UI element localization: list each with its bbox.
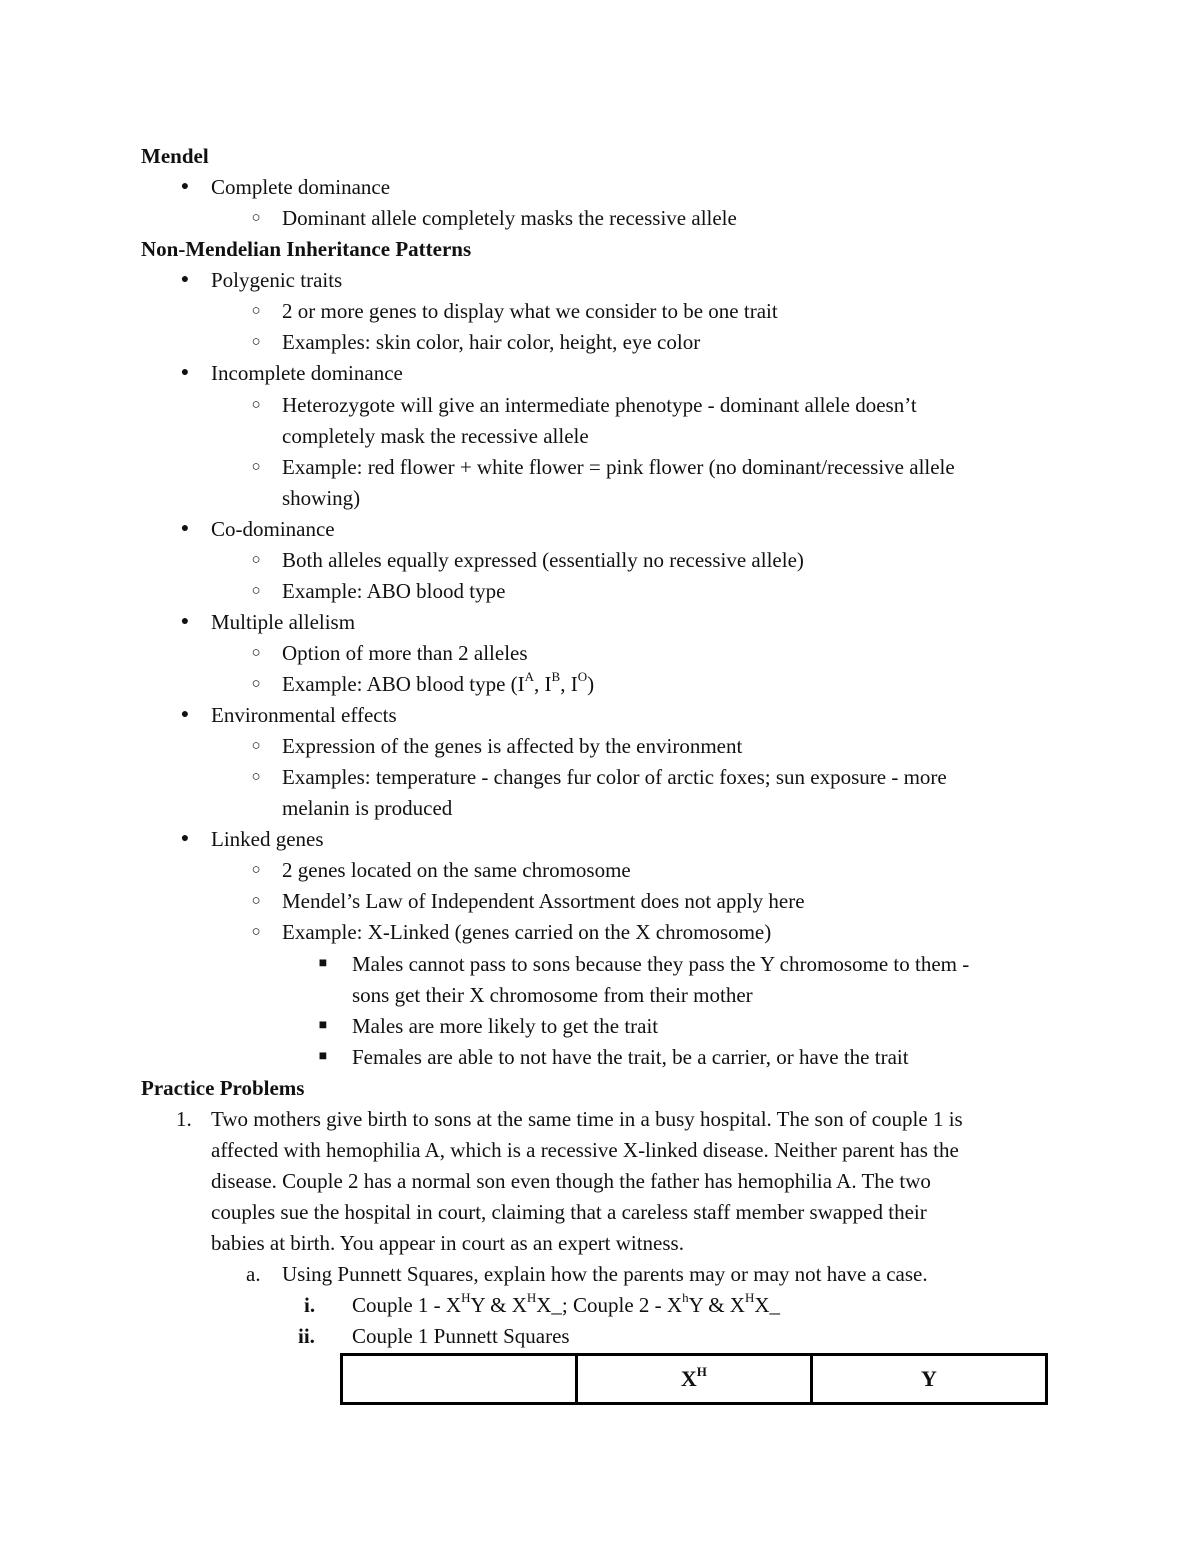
list-subsubitem: Males are more likely to get the trait: [352, 1014, 659, 1038]
bullet-marker: ●: [180, 521, 190, 536]
heading-non-mendelian: Non-Mendelian Inheritance Patterns: [141, 237, 472, 261]
list-subitem-blood-alleles: Example: ABO blood type ($I^A$, $I^B$, $I^O$): [282, 669, 595, 696]
list-subitem: Example: red flower + white flower = pink flower (no dominant/recessive allele: [282, 455, 955, 479]
list-subsubitem-continued: sons get their X chromosome from their mother: [352, 983, 753, 1007]
heading-practice-problems: Practice Problems: [141, 1076, 305, 1100]
list-subitem: 2 genes located on the same chromosome: [282, 858, 631, 882]
circle-marker: ○: [251, 924, 261, 940]
problem-text-line: disease. Couple 2 has a normal son even though the father has hemophilia A. The two: [211, 1169, 931, 1193]
list-subitem: Both alleles equally expressed (essentially no recessive allele): [282, 548, 804, 572]
list-subitem-continued: showing): [282, 486, 361, 510]
bullet-marker: ●: [180, 614, 190, 629]
circle-marker: ○: [251, 893, 261, 909]
square-marker: ■: [318, 956, 328, 971]
table-cell-y: Y: [811, 1355, 1046, 1404]
list-subitem: Mendel’s Law of Independent Assortment does not apply here: [282, 889, 805, 913]
table-cell-xh: $X^H$: [576, 1355, 811, 1404]
circle-marker: ○: [251, 552, 261, 568]
list-subitem-continued: melanin is produced: [282, 796, 453, 820]
circle-marker: ○: [251, 210, 261, 226]
list-subitem: Option of more than 2 alleles: [282, 641, 528, 665]
bullet-marker: ●: [180, 707, 190, 722]
list-subitem: 2 or more genes to display what we consider to be one trait: [282, 299, 778, 323]
list-subitem-continued: completely mask the recessive allele: [282, 424, 589, 448]
problem-text-line: couples sue the hospital in court, claiming that a careless staff member swapped their: [211, 1200, 927, 1224]
circle-marker: ○: [251, 583, 261, 599]
problem-text-line: babies at birth. You appear in court as an expert witness.: [211, 1231, 684, 1255]
list-subitem: Dominant allele completely masks the recessive allele: [282, 206, 737, 230]
table-cell-empty: [342, 1355, 577, 1404]
list-item: Linked genes: [211, 827, 324, 851]
list-subitem: Example: X-Linked (genes carried on the X chromosome): [282, 920, 772, 944]
list-item: Polygenic traits: [211, 268, 343, 292]
list-subsubitem: Females are able to not have the trait, be a carrier, or have the trait: [352, 1045, 909, 1069]
bullet-marker: ●: [180, 365, 190, 380]
circle-marker: ○: [251, 769, 261, 785]
subquestion-text: Using Punnett Squares, explain how the parents may or may not have a case.: [282, 1262, 928, 1286]
circle-marker: ○: [251, 862, 261, 878]
circle-marker: ○: [251, 303, 261, 319]
list-subitem: Example: ABO blood type: [282, 579, 506, 603]
list-item: Complete dominance: [211, 175, 391, 199]
bullet-marker: ●: [180, 272, 190, 287]
list-item: Environmental effects: [211, 703, 397, 727]
problem-text-line: affected with hemophilia A, which is a recessive X-linked disease. Neither parent has the: [211, 1138, 959, 1162]
subquestion-marker: a.: [246, 1262, 261, 1286]
square-marker: ■: [318, 1018, 328, 1033]
table-row: [342, 1355, 1047, 1404]
circle-marker: ○: [251, 397, 261, 413]
genotypes-line: Couple $1 - X^HY$ & $X^HX\_$; Couple $2 - X^hY$ & $X^HX\_$: [352, 1290, 781, 1317]
bullet-marker: ●: [180, 831, 190, 846]
circle-marker: ○: [251, 645, 261, 661]
circle-marker: ○: [251, 738, 261, 754]
list-item: Incomplete dominance: [211, 361, 403, 385]
list-item: Co-dominance: [211, 517, 335, 541]
problem-number: 1.: [176, 1107, 192, 1131]
circle-marker: ○: [251, 459, 261, 475]
roman-marker: ii.: [298, 1324, 315, 1348]
square-marker: ■: [318, 1049, 328, 1064]
roman-marker: i.: [304, 1293, 316, 1317]
list-subitem: Expression of the genes is affected by the environment: [282, 734, 743, 758]
list-subitem: Examples: skin color, hair color, height, eye color: [282, 330, 701, 354]
list-item: Multiple allelism: [211, 610, 356, 634]
circle-marker: ○: [251, 334, 261, 350]
circle-marker: ○: [251, 676, 261, 692]
heading-mendel: Mendel: [141, 144, 209, 168]
problem-text-line: Two mothers give birth to sons at the same time in a busy hospital. The son of couple 1 is: [211, 1107, 963, 1131]
punnett-caption: Couple 1 Punnett Squares: [352, 1324, 570, 1348]
list-subitem: Examples: temperature - changes fur color of arctic foxes; sun exposure - more: [282, 765, 947, 789]
punnett-square-table: [340, 1353, 1048, 1405]
bullet-marker: ●: [180, 179, 190, 194]
list-subitem: Heterozygote will give an intermediate phenotype - dominant allele doesn’t: [282, 393, 917, 417]
list-subsubitem: Males cannot pass to sons because they pass the Y chromosome to them -: [352, 952, 970, 976]
